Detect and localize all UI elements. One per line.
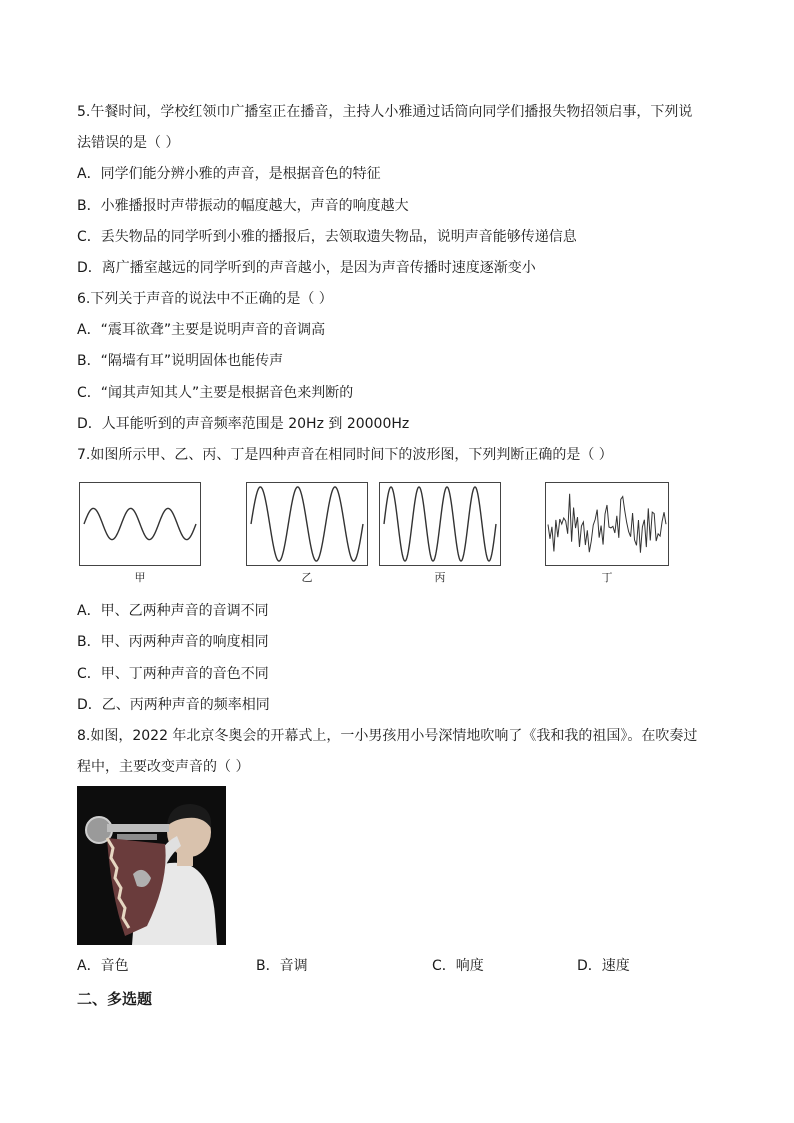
wave-ding-svg bbox=[546, 483, 668, 565]
waveform-yi bbox=[251, 487, 363, 561]
wave-box-yi bbox=[246, 482, 368, 566]
q5-option-c: C．丢失物品的同学听到小雅的播报后，去领取遗失物品，说明声音能够传递信息 bbox=[77, 229, 577, 245]
q5-stem-line1: 5.午餐时间，学校红领巾广播室正在播音，主持人小雅通过话筒向同学们播报失物招领启事，下列说 bbox=[77, 104, 693, 120]
q8-option-c: C．响度 bbox=[432, 958, 484, 974]
q5-stem-line2: 法错误的是（ ） bbox=[77, 135, 180, 151]
q7-option-a: A．甲、乙两种声音的音调不同 bbox=[77, 603, 269, 619]
q7-option-d: D．乙、丙两种声音的频率相同 bbox=[77, 697, 270, 713]
waveform-bing bbox=[384, 487, 496, 561]
wave-jia-svg bbox=[80, 483, 200, 565]
wave-label-yi: 乙 bbox=[301, 571, 313, 584]
q8-stem-line2: 程中，主要改变声音的（ ） bbox=[77, 759, 250, 775]
q6-option-b: B．“隔墙有耳”说明固体也能传声 bbox=[77, 353, 284, 369]
wave-label-jia: 甲 bbox=[134, 571, 146, 584]
q8-stem-line1: 8.如图，2022 年北京冬奥会的开幕式上，一小男孩用小号深情地吹响了《我和我的祖国》。在吹奏过 bbox=[77, 728, 698, 744]
q5-option-a: A．同学们能分辨小雅的声音，是根据音色的特征 bbox=[77, 166, 381, 182]
q8-option-b: B．音调 bbox=[256, 958, 308, 974]
q5-option-b: B．小雅播报时声带振动的幅度越大，声音的响度越大 bbox=[77, 198, 409, 214]
q8-option-a: A．音色 bbox=[77, 958, 129, 974]
wave-yi-svg bbox=[247, 483, 367, 565]
waveform-jia bbox=[84, 508, 196, 539]
trumpet-boy-photo bbox=[77, 786, 226, 945]
q5-option-d: D．离广播室越远的同学听到的声音越小，是因为声音传播时速度逐渐变小 bbox=[77, 260, 536, 276]
trumpet-boy-illustration bbox=[77, 786, 226, 945]
section-title-multi-choice: 二、多选题 bbox=[77, 990, 153, 1008]
wave-bing-svg bbox=[380, 483, 500, 565]
q6-option-a: A．“震耳欲聋”主要是说明声音的音调高 bbox=[77, 322, 326, 338]
waveform-ding bbox=[548, 494, 666, 553]
wave-box-bing bbox=[379, 482, 501, 566]
wave-label-bing: 丙 bbox=[434, 571, 446, 584]
wave-box-jia bbox=[79, 482, 201, 566]
q7-stem: 7.如图所示甲、乙、丙、丁是四种声音在相同时间下的波形图，下列判断正确的是（ ） bbox=[77, 447, 613, 463]
wave-box-ding bbox=[545, 482, 669, 566]
q6-option-c: C．“闻其声知其人”主要是根据音色来判断的 bbox=[77, 385, 354, 401]
q7-option-c: C．甲、丁两种声音的音色不同 bbox=[77, 666, 269, 682]
wave-label-ding: 丁 bbox=[601, 571, 613, 584]
q6-stem: 6.下列关于声音的说法中不正确的是（ ） bbox=[77, 291, 333, 307]
q7-option-b: B．甲、丙两种声音的响度相同 bbox=[77, 634, 269, 650]
q6-option-d: D．人耳能听到的声音频率范围是 20Hz 到 20000Hz bbox=[77, 416, 410, 432]
q8-option-d: D．速度 bbox=[577, 958, 630, 974]
